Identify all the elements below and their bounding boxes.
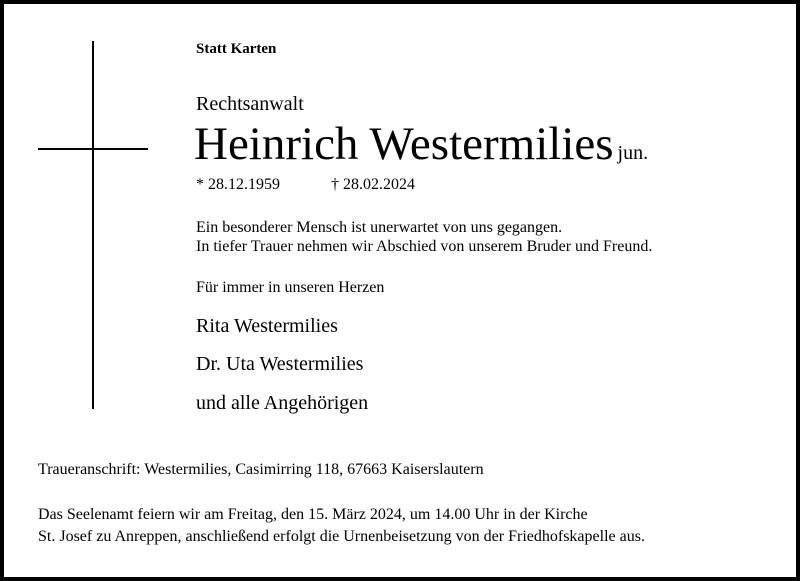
service-info-line: Das Seelenamt feiern wir am Freitag, den 15. März 2024, um 14.00 Uhr in der Kirche — [38, 506, 588, 523]
message-line: Ein besonderer Mensch ist unerwartet von uns gegangen. — [196, 219, 563, 236]
cross-icon-bar — [38, 148, 148, 150]
mourner-name: und alle Angehörigen — [196, 392, 369, 414]
service-info-line: St. Josef zu Anreppen, anschließend erfolgt die Urnenbeisetzung von der Friedhofskapelle aus. — [38, 528, 645, 545]
mourning-address: Traueranschrift: Westermilies, Casimirring 118, 67663 Kaiserslautern — [38, 461, 484, 478]
mourner-name: Rita Westermilies — [196, 315, 338, 337]
birth-date: * 28.12.1959 — [196, 176, 280, 193]
mourner-name: Dr. Uta Westermilies — [196, 353, 364, 375]
notice-header: Statt Karten — [196, 41, 277, 57]
memory-line: Für immer in unseren Herzen — [196, 279, 385, 296]
profession: Rechtsanwalt — [196, 93, 304, 115]
deceased-name-text: Heinrich Westermilies — [194, 118, 614, 170]
deceased-name — [194, 118, 649, 170]
message-line: In tiefer Trauer nehmen wir Abschied von unserem Bruder und Freund. — [196, 238, 653, 255]
death-date: † 28.02.2024 — [331, 176, 415, 193]
name-suffix: jun. — [617, 142, 649, 164]
cross-icon — [92, 41, 94, 409]
